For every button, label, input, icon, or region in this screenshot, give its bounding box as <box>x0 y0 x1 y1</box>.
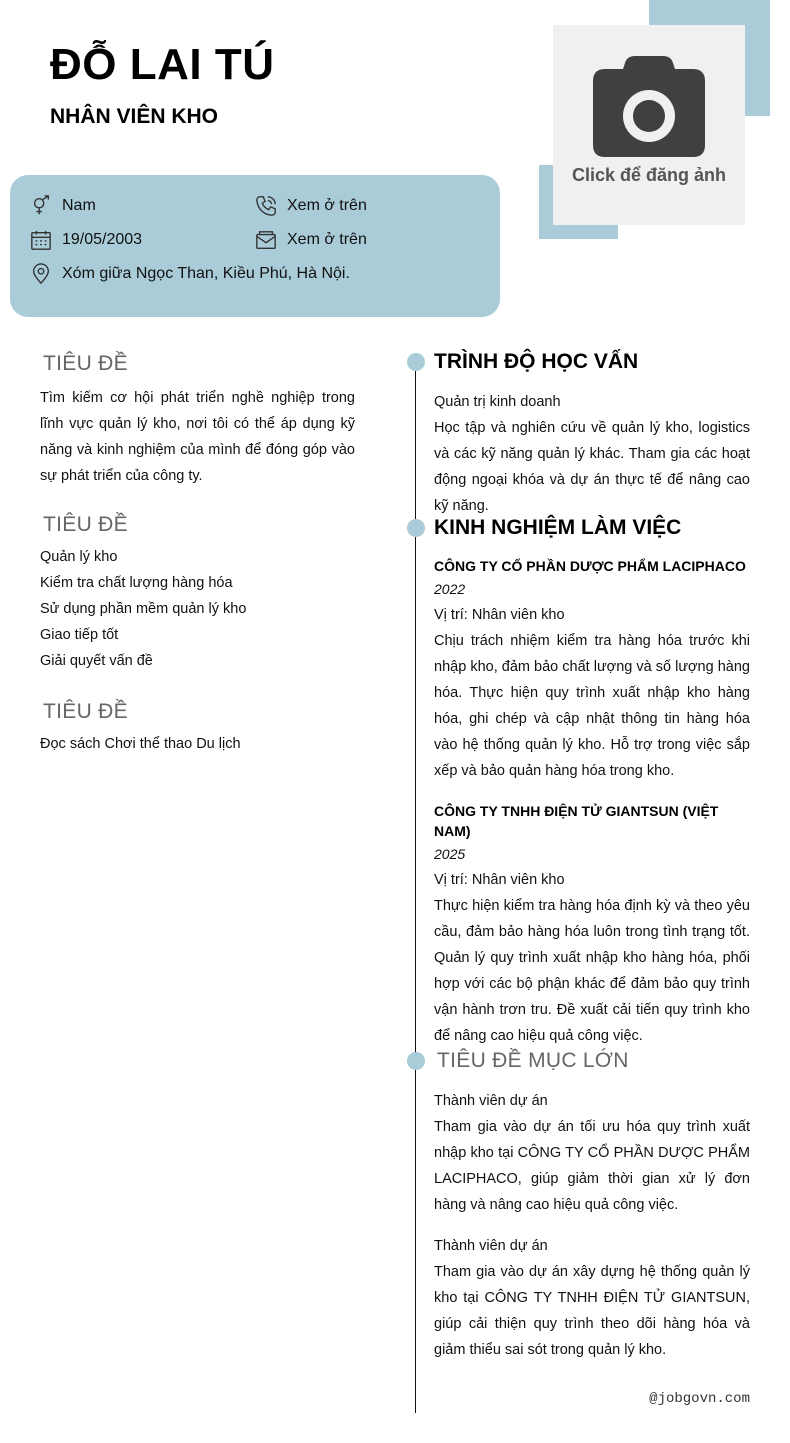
project-entry <box>434 1088 750 1218</box>
skill-item: Giao tiếp tốt <box>40 627 119 643</box>
timeline-dot <box>407 1052 425 1070</box>
skills-section <box>40 513 355 674</box>
timeline-dot <box>407 353 425 371</box>
job-description: Chịu trách nhiệm kiểm tra hàng hóa trước khi nhập kho, đảm bảo chất lượng và số lượng hàng hóa. Thực hiện quy trình xuất nhập kho hàng hóa, ghi chép và cập nhật thông tin hàng hóa vào hệ thống quản lý kho. Hỗ trợ trong việc sắp xếp và bảo quản hàng hóa trong kho. <box>434 633 750 779</box>
gender-value: Nam <box>62 197 96 214</box>
job-year: 2022 <box>434 581 466 597</box>
phone-icon <box>255 195 277 217</box>
experience-entry <box>434 801 750 1049</box>
camera-icon <box>591 55 707 159</box>
contact-phone[interactable] <box>255 195 367 217</box>
skills-heading: TIÊU ĐỀ <box>43 513 128 536</box>
timeline-line <box>415 360 416 1413</box>
skill-item: Sử dụng phần mềm quản lý kho <box>40 601 247 617</box>
email-icon <box>255 229 277 251</box>
skill-item: Quản lý kho <box>40 549 118 565</box>
education-major: Quản trị kinh doanh <box>434 394 561 410</box>
company-name: CÔNG TY TNHH ĐIỆN TỬ GIANTSUN (VIỆT NAM) <box>434 803 719 839</box>
candidate-name: ĐỖ LAI TÚ <box>50 40 275 89</box>
skill-item: Giải quyết vấn đề <box>40 653 153 669</box>
interests-heading: TIÊU ĐỀ <box>43 700 128 723</box>
job-position: Vị trí: Nhân viên kho <box>434 607 565 623</box>
education-section <box>434 350 750 519</box>
objective-section <box>40 352 355 489</box>
company-name: CÔNG TY CỔ PHẦN DƯỢC PHẨM LACIPHACO <box>434 558 746 574</box>
birthday-value: 19/05/2003 <box>62 231 143 248</box>
project-description: Tham gia vào dự án xây dựng hệ thống quản lý kho tại CÔNG TY TNHH ĐIỆN TỬ GIANTSUN, giúp cải thiện quy trình theo dõi hàng hóa và giảm thiểu sai sót trong quản lý kho. <box>434 1264 750 1358</box>
job-title: NHÂN VIÊN KHO <box>50 105 219 128</box>
experience-section <box>434 516 750 1049</box>
project-description: Tham gia vào dự án tối ưu hóa quy trình xuất nhập kho tại CÔNG TY CỔ PHẦN DƯỢC PHẨM LACIPHACO, giúp giảm thời gian xử lý đơn hàng và nâng cao hiệu quả công việc. <box>434 1119 750 1213</box>
education-text: Học tập và nghiên cứu về quản lý kho, logistics và các kỹ năng quản lý khác. Tham gia các hoạt động ngoại khóa và dự án thực tế để nâng cao kỹ năng. <box>434 420 750 514</box>
email-value: Xem ở trên <box>287 231 367 248</box>
project-role: Thành viên dự án <box>434 1238 548 1254</box>
job-position: Vị trí: Nhân viên kho <box>434 872 565 888</box>
education-heading: TRÌNH ĐỘ HỌC VẤN <box>434 350 639 373</box>
experience-heading: KINH NGHIỆM LÀM VIỆC <box>434 516 682 539</box>
projects-section <box>434 1049 750 1363</box>
location-icon <box>30 263 52 285</box>
project-role: Thành viên dự án <box>434 1093 548 1109</box>
timeline-dot <box>407 519 425 537</box>
skills-list <box>40 544 355 674</box>
gender-icon <box>30 195 52 217</box>
calendar-icon <box>30 229 52 251</box>
watermark: @jobgovn.com <box>649 1391 750 1407</box>
objective-text: Tìm kiếm cơ hội phát triển nghề nghiệp trong lĩnh vực quản lý kho, nơi tôi có thể áp dụng kỹ năng và kinh nghiệm của mình để đóng góp vào sự phát triển của công ty. <box>40 390 355 484</box>
job-year: 2025 <box>434 846 466 862</box>
contact-birthday <box>30 229 142 251</box>
contact-box <box>10 175 500 317</box>
phone-value: Xem ở trên <box>287 197 367 214</box>
projects-heading: TIÊU ĐỀ MỤC LỚN <box>437 1049 629 1072</box>
address-value: Xóm giữa Ngọc Than, Kiều Phú, Hà Nội. <box>62 265 350 282</box>
skill-item: Kiểm tra chất lượng hàng hóa <box>40 575 233 591</box>
contact-gender <box>30 195 96 217</box>
objective-heading: TIÊU ĐỀ <box>43 352 128 375</box>
experience-entry <box>434 556 750 784</box>
contact-email[interactable] <box>255 229 367 251</box>
job-description: Thực hiện kiểm tra hàng hóa định kỳ và theo yêu cầu, đảm bảo hàng hóa luôn trong tình trạng tốt. Quản lý quy trình xuất nhập kho hàng hóa, phối hợp với các bộ phận khác để đảm bảo quy trình vận hành trơn tru. Đề xuất cải tiến quy trình kho để nâng cao hiệu quả công việc. <box>434 898 750 1044</box>
project-entry <box>434 1233 750 1363</box>
contact-address <box>30 263 350 285</box>
photo-upload-label: Click để đăng ảnh <box>571 165 727 185</box>
interests-section <box>40 700 355 757</box>
photo-upload[interactable] <box>553 25 745 225</box>
interests-text: Đọc sách Chơi thể thao Du lịch <box>40 736 241 752</box>
